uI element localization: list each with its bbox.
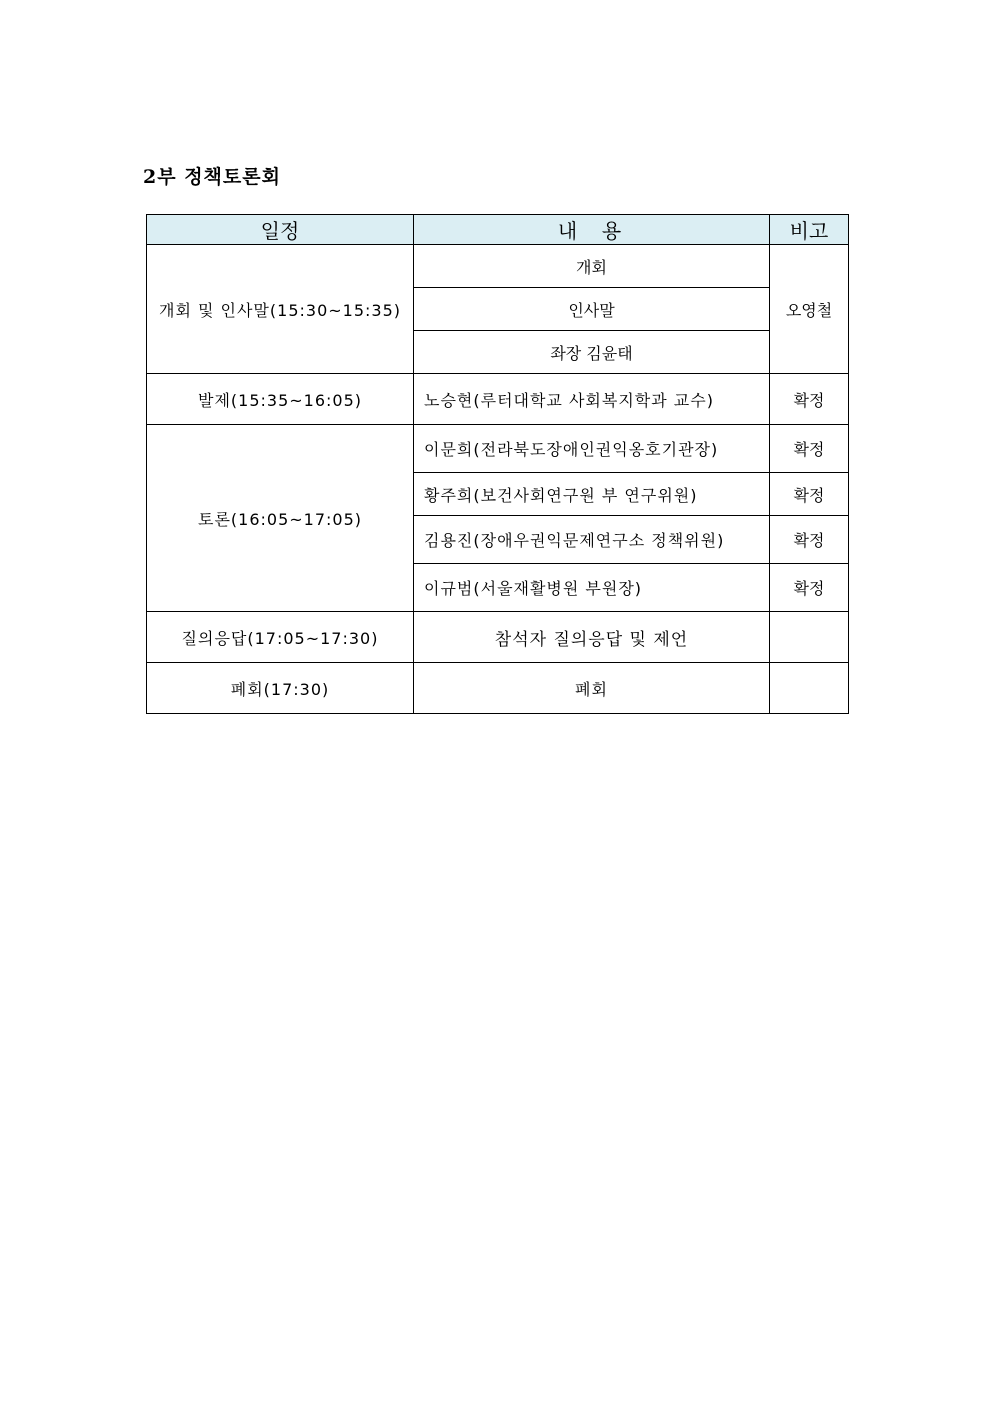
table-row: [147, 374, 849, 425]
discussion-content-cell: 황주희(보건사회연구원 부 연구위원): [414, 473, 770, 516]
opening-item-cell: 인사말: [414, 288, 770, 331]
table-row: [147, 245, 849, 288]
opening-time-cell: 개회 및 인사말(15:30~15:35): [147, 245, 414, 374]
discussion-note-cell: 확정: [770, 473, 849, 516]
discussion-note-cell: 확정: [770, 516, 849, 564]
presentation-note-cell: 확정: [770, 374, 849, 425]
discussion-content-cell: 이규범(서울재활병원 부원장): [414, 564, 770, 612]
header-content: 내 용: [414, 215, 770, 245]
qa-content-cell: 참석자 질의응답 및 제언: [414, 612, 770, 663]
table-header-row: [147, 215, 849, 245]
table-row: [147, 425, 849, 473]
discussion-note-cell: 확정: [770, 425, 849, 473]
opening-item-cell: 개회: [414, 245, 770, 288]
discussion-note-cell: 확정: [770, 564, 849, 612]
schedule-table: [146, 214, 849, 714]
opening-note-cell: 오영철: [770, 245, 849, 374]
discussion-content-cell: 김용진(장애우권익문제연구소 정책위원): [414, 516, 770, 564]
table-row: [147, 663, 849, 714]
closing-time-cell: 폐회(17:30): [147, 663, 414, 714]
opening-item-cell: 좌장 김윤태: [414, 331, 770, 374]
page-title: 2부 정책토론회: [143, 166, 281, 188]
discussion-content-cell: 이문희(전라북도장애인권익옹호기관장): [414, 425, 770, 473]
closing-content-cell: 폐회: [414, 663, 770, 714]
header-note: 비고: [770, 215, 849, 245]
closing-note-cell: [770, 663, 849, 714]
presentation-content-cell: 노승현(루터대학교 사회복지학과 교수): [414, 374, 770, 425]
table-row: [147, 612, 849, 663]
header-schedule: 일정: [147, 215, 414, 245]
discussion-time-cell: 토론(16:05~17:05): [147, 425, 414, 612]
presentation-time-cell: 발제(15:35~16:05): [147, 374, 414, 425]
qa-time-cell: 질의응답(17:05~17:30): [147, 612, 414, 663]
qa-note-cell: [770, 612, 849, 663]
